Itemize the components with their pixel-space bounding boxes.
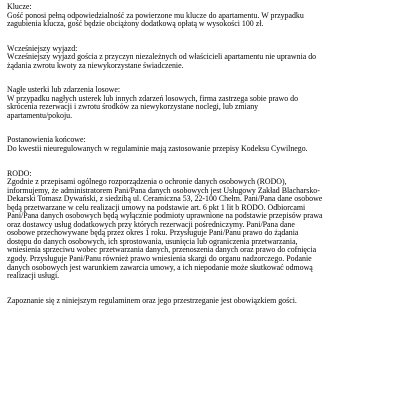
paragraph-line: Dekarski Tomasz Dywański, z siedzibą ul. Ceramiczna 53, 22-100 Chełm. Pani/Pana dane osobowe (7, 194, 323, 204)
paragraph-line: Pani/Pana danych osobowych będą wyłącznie podmioty uprawnione na podstawie przepisów prawa (7, 211, 323, 221)
paragraph-line: realizacji usługi. (7, 271, 60, 281)
paragraph-line: wniesienia sprzeciwu wobec przetwarzania danych, przenoszenia danych oraz prawo do cofnięcia (7, 245, 317, 255)
paragraph-line: żądania zwrotu kwoty za niewykorzystane świadczenie. (7, 60, 184, 70)
paragraph-line: dostępu do danych osobowych, ich sprostowania, usunięcia lub ograniczenia przetwarzania, (7, 236, 298, 246)
section-heading: Nagłe usterki lub zdarzenia losowe: (7, 85, 121, 95)
paragraph-line: osobowe przechowywane będą przez okres 1 roku. Przysługuje Pani/Panu prawo do żądania (7, 228, 299, 238)
section-heading: Wcześniejszy wyjazd: (7, 43, 78, 53)
section-early-departure (7, 45, 412, 71)
paragraph-line: będą przetwarzane w celu realizacji umowy na podstawie art. 6 pkt 1 lit b RODO. Odbiorcami (7, 202, 306, 212)
section-sudden-defects (7, 86, 412, 120)
section-heading: Klucze: (7, 2, 32, 11)
closing-statement: Zapoznanie się z niniejszym regulaminem oraz jego przestrzeganie jest obowiązkiem gości. (7, 295, 297, 305)
section-rodo (7, 170, 412, 281)
section-heading: Postanowienia końcowe: (7, 135, 86, 145)
paragraph-line: oraz dostawcy usług dodatkowych przy których rezerwacji pośredniczymy. Pani/Pana dane (7, 219, 295, 229)
spacer (7, 29, 412, 45)
spacer (7, 120, 412, 136)
section-heading: RODO: (7, 168, 32, 178)
paragraph-line: zgody. Przysługuje Pani/Panu również prawo wniesienia skargi do organu nadzorczego. Podanie (7, 254, 312, 264)
paragraph-line: Gość ponosi pełną odpowiedzialność za powierzone mu klucze do apartamentu. W przypadku (7, 10, 304, 20)
paragraph-line: Zgodnie z przepisami ogólnego rozporządzenia o ochronie danych osobowych (RODO), (7, 177, 287, 187)
section-final-provisions (7, 136, 412, 153)
paragraph-line: danych osobowych jest warunkiem zawarcia umowy, a ich niepodanie może skutkować odmową (7, 262, 313, 272)
paragraph-line: informujemy, że administratorem Pani/Pana danych osobowych jest Usługowy Zakład Blacharsko- (7, 185, 320, 195)
spacer (7, 281, 412, 297)
spacer (7, 70, 412, 86)
paragraph-line: Wcześniejszy wyjazd gościa z przyczyn niezależnych od właścicieli apartamentu nie uprawnia do (7, 52, 317, 62)
paragraph-line: apartamentu/pokoju. (7, 110, 73, 120)
spacer (7, 154, 412, 170)
paragraph-line: zagubienia klucza, gość będzie obciążony dodatkową opłatą w wysokości 100 zł. (7, 19, 264, 29)
section-keys (7, 3, 412, 29)
paragraph-line: skrócenia rezerwacji i zwrotu środków za niewykorzystane noclegi, lub zmiany (7, 102, 259, 112)
paragraph-line: Do kwestii nieuregulowanych w regulaminie mają zastosowanie przepisy Kodeksu Cywilnego. (7, 144, 308, 154)
paragraph-line: W przypadku nagłych usterek lub innych zdarzeń losowych, firma zastrzega sobie prawo do (7, 93, 299, 103)
